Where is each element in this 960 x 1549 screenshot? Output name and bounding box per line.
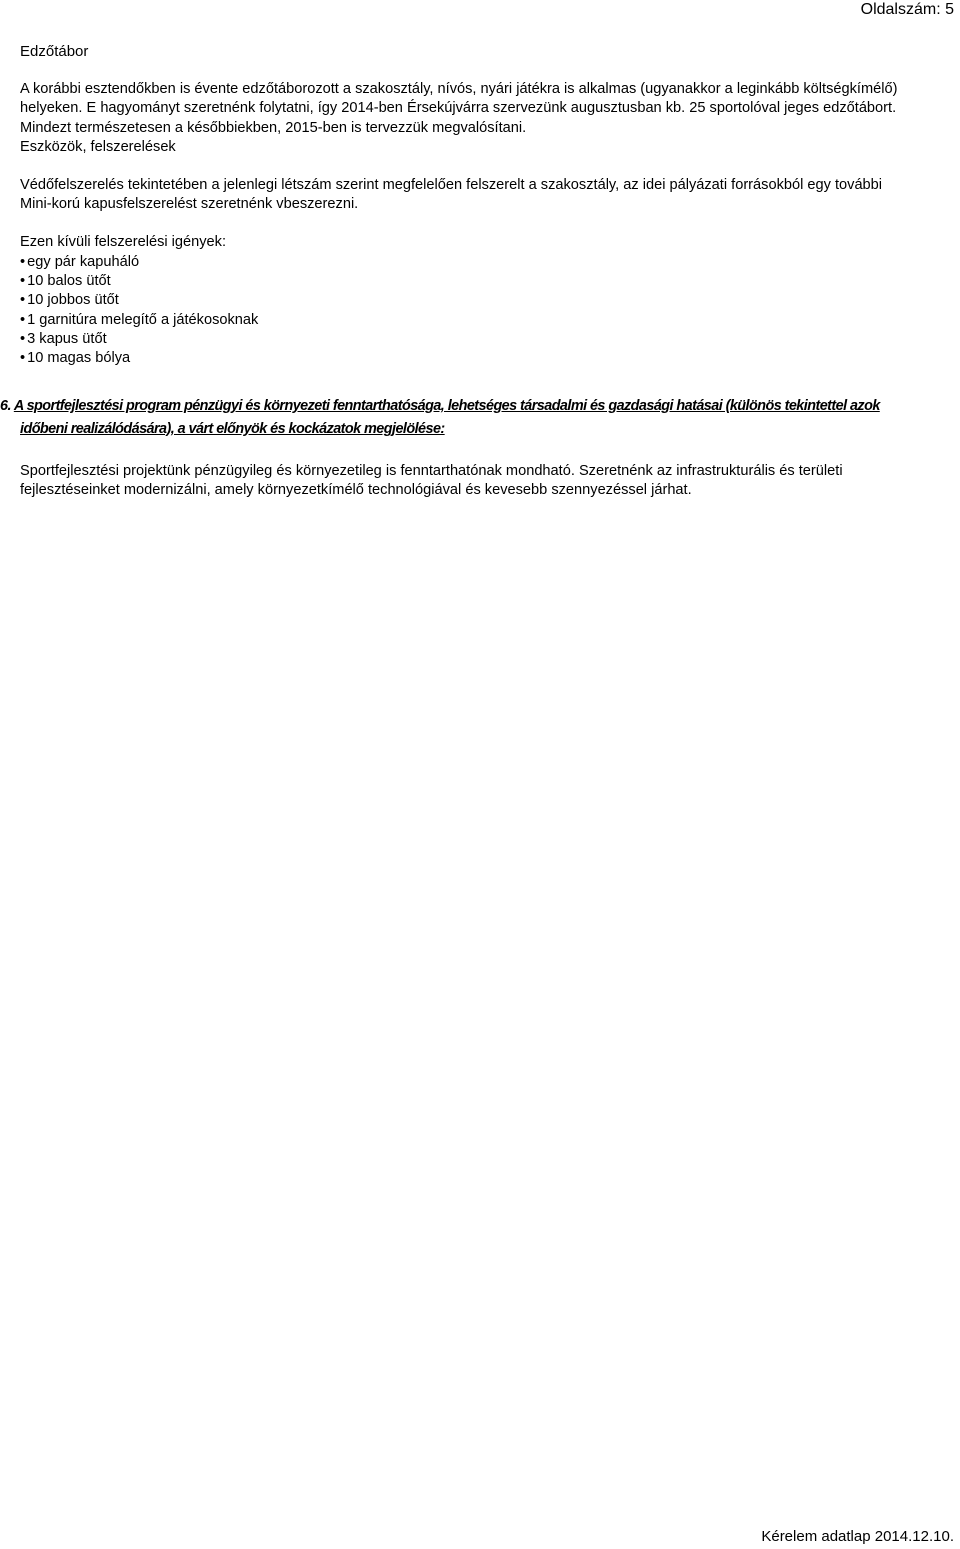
equipment-list (20, 253, 955, 369)
paragraph-line: A korábbi esztendőkben is évente edzőtáborozott a szakosztály, nívós, nyári játékra is alkalmas (ugyanakkor a leginkább költségkímélő) (20, 81, 898, 97)
paragraph-line: Mini-korú kapusfelszerelést szeretnénk vbeszerezni. (20, 196, 359, 213)
list-item: • 1 garnitúra melegítő a játékosoknak (20, 311, 955, 330)
list-item: • egy pár kapuháló (20, 253, 955, 272)
heading-number: 6. (0, 398, 11, 414)
document-body (20, 42, 955, 369)
paragraph-line: fejlesztéseinket modernizálni, amely környezetkímélő technológiával és kevesebb szennyezéssel járhat. (20, 482, 692, 499)
eszkozok-paragraph (20, 176, 955, 215)
sustainability-paragraph (20, 462, 920, 501)
page-number: Oldalszám: 5 (860, 1, 954, 18)
paragraph-line: Védőfelszerelés tekintetében a jelenlegi létszám szerint megfelelően felszerelt a szakosztály, az idei pályázati forrásokból egy további (20, 176, 883, 193)
heading-text: időbeni realizálódására), a várt előnyök és kockázatok megjelölése: (20, 421, 445, 437)
list-item: • 10 jobbos ütőt (20, 291, 955, 310)
heading-line (0, 395, 960, 418)
section-title-eszkozok: Eszközök, felszerelések (20, 139, 176, 156)
edzotabor-paragraph (20, 80, 955, 138)
paragraph-line: Sportfejlesztési projektünk pénzügyileg és környezetileg is fenntarthatónak mondható. Szeretnénk az infrastrukturális és területi (20, 463, 843, 479)
heading-line (0, 418, 960, 441)
section-heading-6 (0, 395, 960, 441)
list-item: • 10 balos ütőt (20, 272, 955, 291)
list-intro: Ezen kívüli felszerelési igények: (20, 234, 227, 251)
heading-text: A sportfejlesztési program pénzügyi és környezeti fenntarthatósága, lehetséges társadalmi és gazdasági hatásai (különös tekintettel azok (13, 398, 880, 414)
list-item: • 3 kapus ütőt (20, 330, 955, 349)
paragraph-line: Mindezt természetesen a későbbiekben, 2015-ben is tervezzük megvalósítani. (20, 119, 527, 136)
paragraph-line: helyeken. E hagyományt szeretnénk folytatni, így 2014-ben Érsekújvárra szervezünk augusztusban kb. 25 sportolóval jeges edzőtábort. (20, 100, 897, 117)
footer-text: Kérelem adatlap 2014.12.10. (761, 1528, 954, 1545)
section-title-edzotabor: Edzőtábor (20, 43, 89, 60)
list-item: • 10 magas bólya (20, 349, 955, 368)
